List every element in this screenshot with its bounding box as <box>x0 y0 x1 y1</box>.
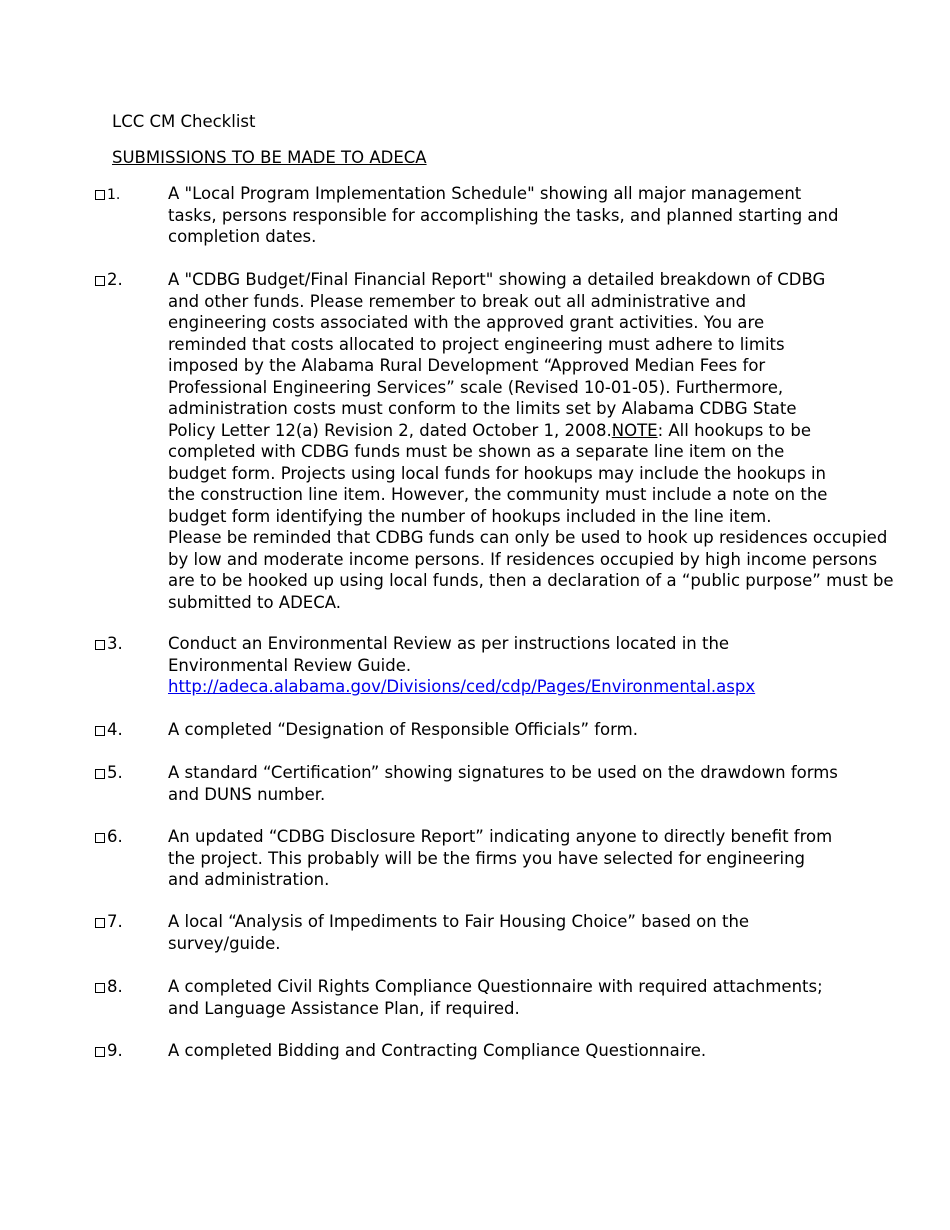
checklist-item-9 <box>95 1040 855 1062</box>
item-text: Conduct an Environmental Review as per instructions located in the Environmental Review Guide. <box>168 634 730 675</box>
item-marker <box>95 269 123 291</box>
item-body <box>168 269 894 613</box>
item-number: 3. <box>107 634 123 653</box>
document-title: LCC CM Checklist <box>112 112 256 131</box>
item-text-before-note: A "CDBG Budget/Final Financial Report" showing a detailed breakdown of CDBG and other funds. Please remember to break out all administrative and engineering costs associated with the approved grant activities. You are reminded that costs allocated to project engineering must adhere to limits imposed by the Alabama Rural Development “Approved Median Fees for Professional Engineering Services” scale (Revised 10-01-05). Furthermore, administration costs must conform to the limits set by Alabama CDBG State Policy Letter 12(a) Revision 2, dated October 1, 2008. <box>168 270 826 440</box>
item-number: 9. <box>107 1041 123 1060</box>
checkbox-icon[interactable] <box>95 833 105 843</box>
checkbox-icon[interactable] <box>95 190 105 200</box>
item-marker <box>95 183 120 207</box>
note-label: NOTE <box>611 420 658 440</box>
checkbox-icon[interactable] <box>95 1047 105 1057</box>
item-marker <box>95 719 123 741</box>
item-text-after-note: : All hookups to be completed with CDBG funds must be shown as a separate line item on the budget form. Projects using local funds for hookups may include the hookups in the construction line item. However, the community must include a note on the budget form identifying the number of hookups included in the line item. <box>168 420 828 526</box>
item-number: 1. <box>107 187 121 203</box>
checklist-item-4 <box>95 719 855 741</box>
checklist-item-7 <box>95 911 855 954</box>
item-body <box>168 826 840 891</box>
checklist-item-3 <box>95 633 855 698</box>
item-body <box>168 911 840 954</box>
item-text: A completed “Designation of Responsible Officials” form. <box>168 720 638 739</box>
item-body <box>168 183 840 248</box>
item-marker <box>95 976 123 998</box>
environmental-review-link[interactable]: http://adeca.alabama.gov/Divisions/ced/cdp/Pages/Environmental.aspx <box>168 677 756 696</box>
item-text: A standard “Certification” showing signatures to be used on the drawdown forms and DUNS number. <box>168 763 838 804</box>
item-marker <box>95 762 123 784</box>
checklist-item-5 <box>95 762 855 805</box>
item-marker <box>95 1040 123 1062</box>
checkbox-icon[interactable] <box>95 769 105 779</box>
checkbox-icon[interactable] <box>95 640 105 650</box>
item-text <box>168 269 840 527</box>
item-number: 8. <box>107 977 123 996</box>
checkbox-icon[interactable] <box>95 918 105 928</box>
section-heading: SUBMISSIONS TO BE MADE TO ADECA <box>112 148 427 167</box>
item-body <box>168 976 840 1019</box>
checklist-item-1 <box>95 183 855 248</box>
item-text: An updated “CDBG Disclosure Report” indicating anyone to directly benefit from the project. This probably will be the firms you have selected for engineering and administration. <box>168 827 833 889</box>
item-marker <box>95 633 123 655</box>
item-text: A completed Civil Rights Compliance Questionnaire with required attachments; and Language Assistance Plan, if required. <box>168 977 823 1018</box>
item-number: 7. <box>107 912 123 931</box>
item-number: 2. <box>107 270 123 289</box>
item-number: 5. <box>107 763 123 782</box>
item-text: A completed Bidding and Contracting Compliance Questionnaire. <box>168 1041 707 1060</box>
item-body <box>168 719 840 741</box>
item-marker <box>95 911 123 933</box>
item-marker <box>95 826 123 848</box>
item-text: A "Local Program Implementation Schedule" showing all major management tasks, persons responsible for accomplishing the tasks, and planned starting and completion dates. <box>168 184 839 246</box>
checkbox-icon[interactable] <box>95 726 105 736</box>
checklist-item-6 <box>95 826 855 891</box>
item-body <box>168 762 840 805</box>
item-body <box>168 633 840 698</box>
item-number: 4. <box>107 720 123 739</box>
checkbox-icon[interactable] <box>95 276 105 286</box>
checkbox-icon[interactable] <box>95 983 105 993</box>
item-body <box>168 1040 840 1062</box>
item-number: 6. <box>107 827 123 846</box>
checklist-item-8 <box>95 976 855 1019</box>
item-continuation-text: Please be reminded that CDBG funds can only be used to hook up residences occupied by low and moderate income persons. If residences occupied by high income persons are to be hooked up using local funds, then a declaration of a “public purpose” must be submitted to ADECA. <box>168 528 894 612</box>
checklist-item-2 <box>95 269 894 613</box>
item-text: A local “Analysis of Impediments to Fair Housing Choice” based on the survey/guide. <box>168 912 750 953</box>
